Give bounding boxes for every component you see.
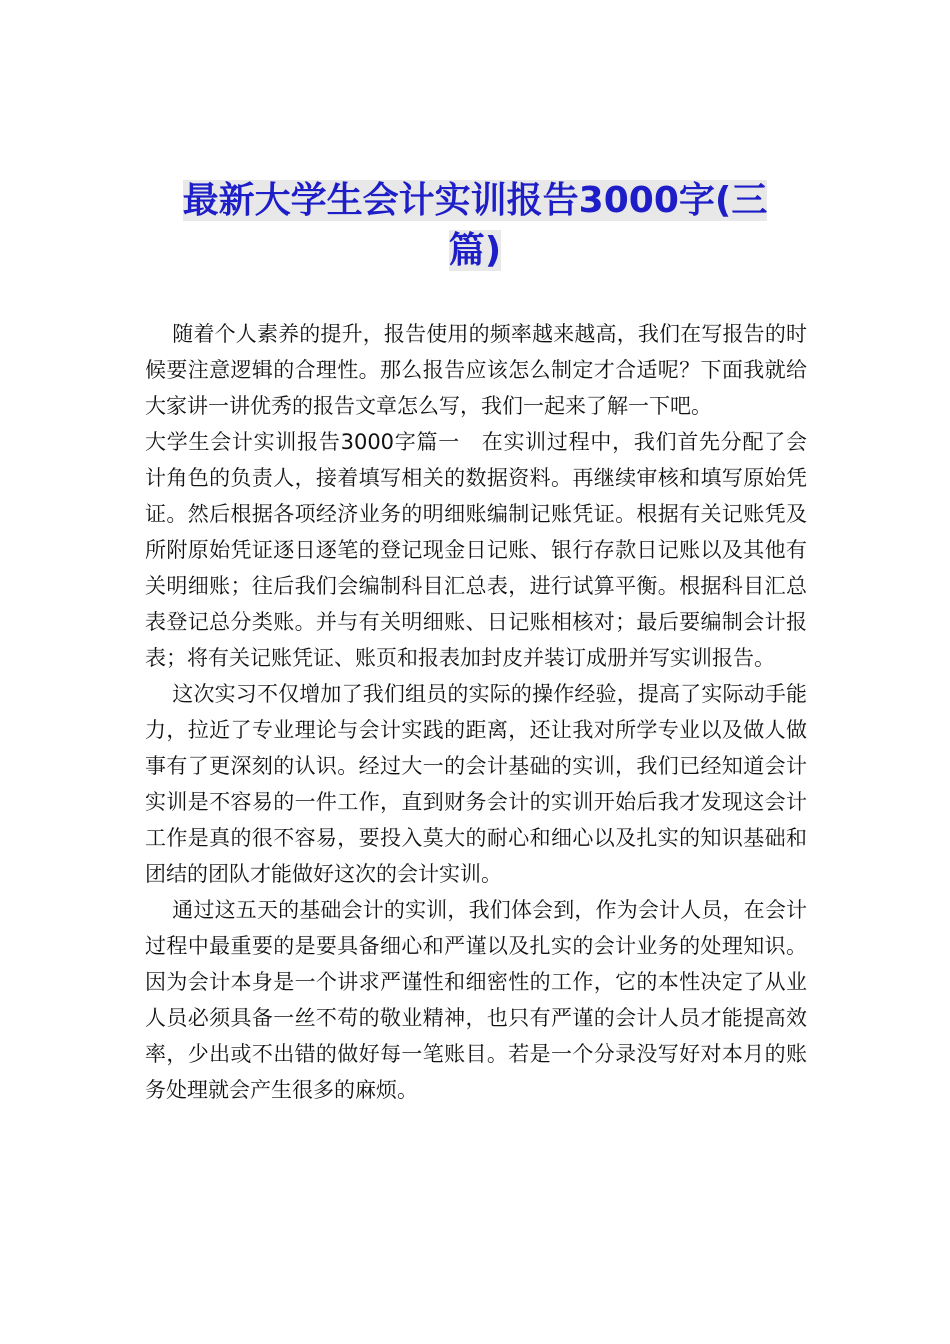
experience-paragraph: 这次实习不仅增加了我们组员的实际的操作经验，提高了实际动手能力，拉近了专业理论与会计实践的距离，还让我对所学专业以及做人做事有了更深刻的认识。经过大一的会计基础的实训，我们已经知道会计实训是不容易的一件工作，直到财务会计的实训开始后我才发现这会计工作是真的很不容易，要投入莫大的耐心和细心以及扎实的知识基础和团结的团队才能做好这次的会计实训。 — [145, 682, 807, 886]
section-one-paragraph: 大学生会计实训报告3000字篇一 在实训过程中，我们首先分配了会计角色的负责人，接着填写相关的数据资料。再继续审核和填写原始凭证。然后根据各项经济业务的明细账编制记账凭证。根据有关记账凭及所附原始凭证逐日逐笔的登记现金日记账、银行存款日记账以及其他有关明细账；往后我们会编制科目汇总表，进行试算平衡。根据科目汇总表登记总分类账。并与有关明细账、日记账相核对；最后要编制会计报表；将有关记账凭证、账页和报表加封皮并装订成册并写实训报告。 — [145, 430, 807, 670]
document-title — [160, 176, 790, 276]
title-line-1: 最新大学生会计实训报告3000字(三 — [182, 180, 768, 221]
intro-paragraph: 随着个人素养的提升，报告使用的频率越来越高，我们在写报告的时候要注意逻辑的合理性。那么报告应该怎么制定才合适呢？下面我就给大家讲一讲优秀的报告文章怎么写，我们一起来了解一下吧。 — [145, 322, 807, 418]
document-body — [145, 316, 807, 1108]
reflection-paragraph: 通过这五天的基础会计的实训，我们体会到，作为会计人员，在会计过程中最重要的是要具备细心和严谨以及扎实的会计业务的处理知识。因为会计本身是一个讲求严谨性和细密性的工作，它的本性决定了从业人员必须具备一丝不苟的敬业精神，也只有严谨的会计人员才能提高效率，少出或不出错的做好每一笔账目。若是一个分录没写好对本月的账务处理就会产生很多的麻烦。 — [145, 898, 807, 1102]
title-line-2: 篇) — [448, 230, 502, 271]
